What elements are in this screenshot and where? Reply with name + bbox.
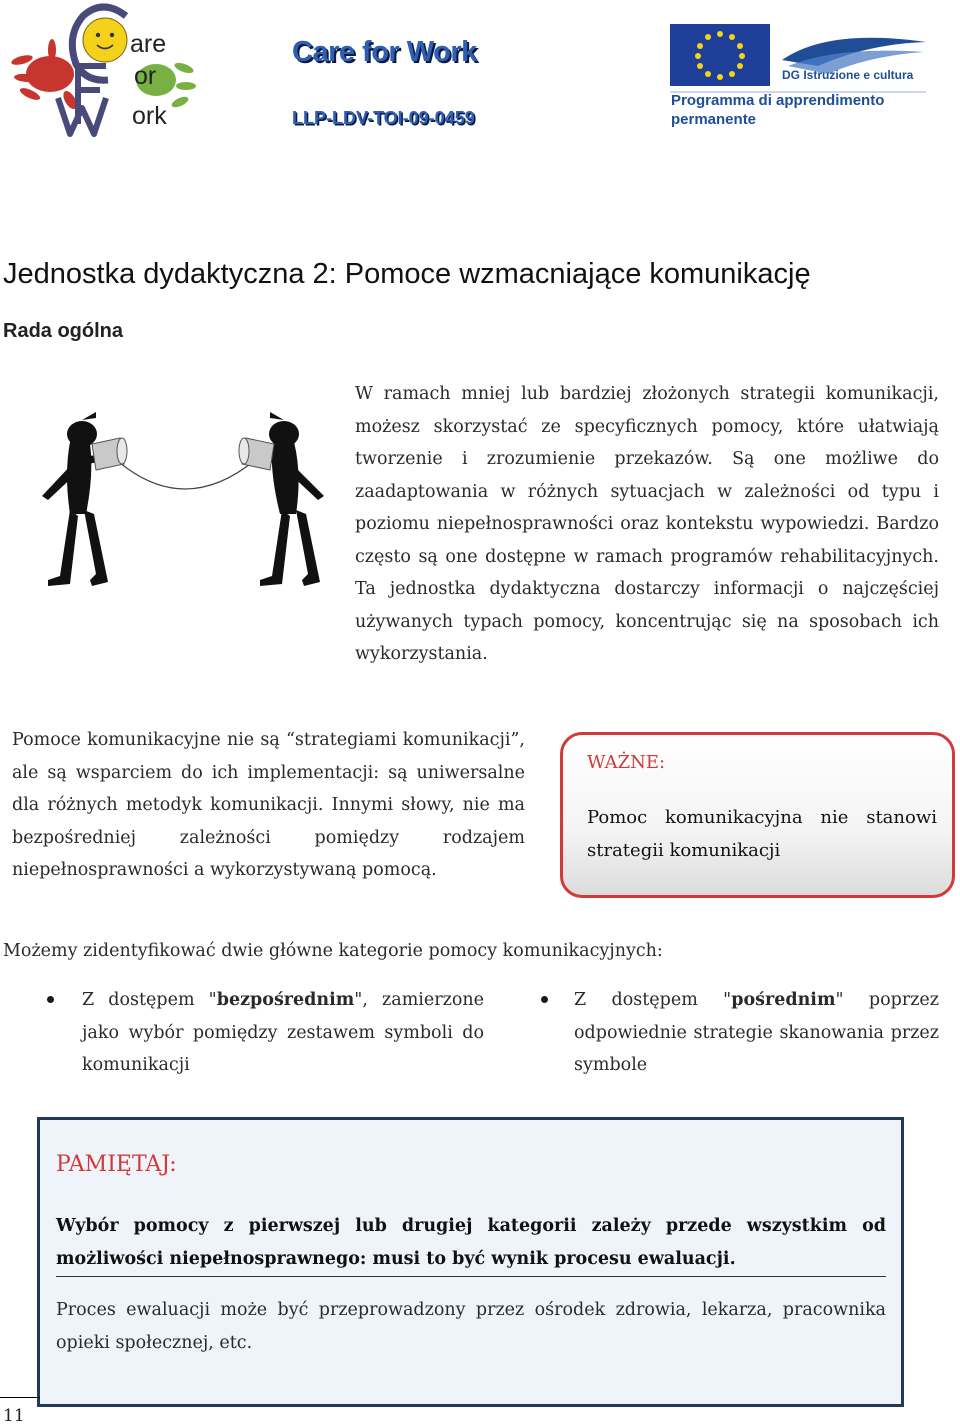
remember-bold-text: Wybór pomocy z pierwszej lub drugiej kategorii zależy przede wszystkim od możliwości niepełnosprawnego: musi to być wynik procesu ewaluacji. <box>56 1216 886 1269</box>
eu-programme-line1: Programma di apprendimento <box>671 92 885 109</box>
aids-paragraph: Pomoce komunikacyjne nie są “strategiami komunikacji”, ale są wsparciem do ich implementacji: są uniwersalne dla różnych metodyk komunikacji. Innymi słowy, nie ma bezpośredniej zależności pomiędzy rodzajem niepełnosprawności a wykorzystywaną pomocą. <box>12 730 525 880</box>
section-subheading: Rada ogólna <box>3 320 124 342</box>
category-indirect-before: Z dostępem " <box>574 990 732 1010</box>
logo-word-or: or <box>134 62 157 90</box>
eu-programme-line2: permanente <box>671 111 757 128</box>
category-direct-bold: bezpośrednim <box>216 990 355 1010</box>
page-number: 11 <box>3 1406 25 1426</box>
remember-divider <box>56 1276 886 1277</box>
category-indirect-after: " poprzez odpowiednie strategie skanowania przez symbole <box>574 990 939 1075</box>
logo-word-ork: ork <box>132 102 167 130</box>
category-indirect-bold: pośrednim <box>731 990 836 1010</box>
bullet-icon <box>541 996 548 1003</box>
footer-rule <box>0 1397 40 1398</box>
category-direct-before: Z dostępem " <box>82 990 217 1010</box>
eu-programme-logo <box>668 22 932 132</box>
care-for-work-logo <box>8 2 198 142</box>
important-callout <box>560 732 955 898</box>
handprint-logo-graphic <box>8 2 198 142</box>
remember-callout <box>37 1117 904 1407</box>
eu-dg-text: DG Istruzione e cultura <box>782 68 914 82</box>
important-label: WAŻNE: <box>587 752 666 773</box>
project-code: LLP-LDV-TOI-09-0459 <box>292 108 475 128</box>
category-item-direct <box>82 984 484 1082</box>
project-title: Care for Work <box>292 36 477 68</box>
tin-can-phone-illustration <box>34 404 334 592</box>
page-heading: Jednostka dydaktyczna 2: Pomoce wzmacniające komunikację <box>3 258 811 290</box>
categories-intro: Możemy zidentyfikować dwie główne kategorie pomocy komunikacyjnych: <box>3 941 663 961</box>
intro-paragraph: W ramach mniej lub bardziej złożonych strategii komunikacji, możesz skorzystać ze specyficznych pomocy, które ułatwiają tworzenie i zrozumienie przekazów. Są one możliwe do zaadaptowania w różnych sytuacjach w zależności od typu i poziomu niepełnosprawności oraz kontekstu wypowiedzi. Bardzo często są one dostępne w ramach programów rehabilitacyjnych. Ta jednostka dydaktyczna dostarczy informacji o najczęściej używanych typach pomocy, koncentrując się na sposobach ich wykorzystania. <box>355 384 939 664</box>
remember-label: PAMIĘTAJ: <box>56 1152 177 1177</box>
category-direct-after: ", zamierzone jako wybór pomiędzy zestawem symboli do komunikacji <box>82 990 484 1075</box>
logo-word-are: are <box>130 30 167 58</box>
bullet-icon <box>47 996 54 1003</box>
important-text: Pomoc komunikacyjna nie stanowi strategii komunikacji <box>587 807 937 861</box>
category-item-indirect <box>574 984 939 1082</box>
remember-text: Proces ewaluacji może być przeprowadzony przez ośrodek zdrowia, lekarza, pracownika opieki społecznej, etc. <box>56 1300 886 1353</box>
